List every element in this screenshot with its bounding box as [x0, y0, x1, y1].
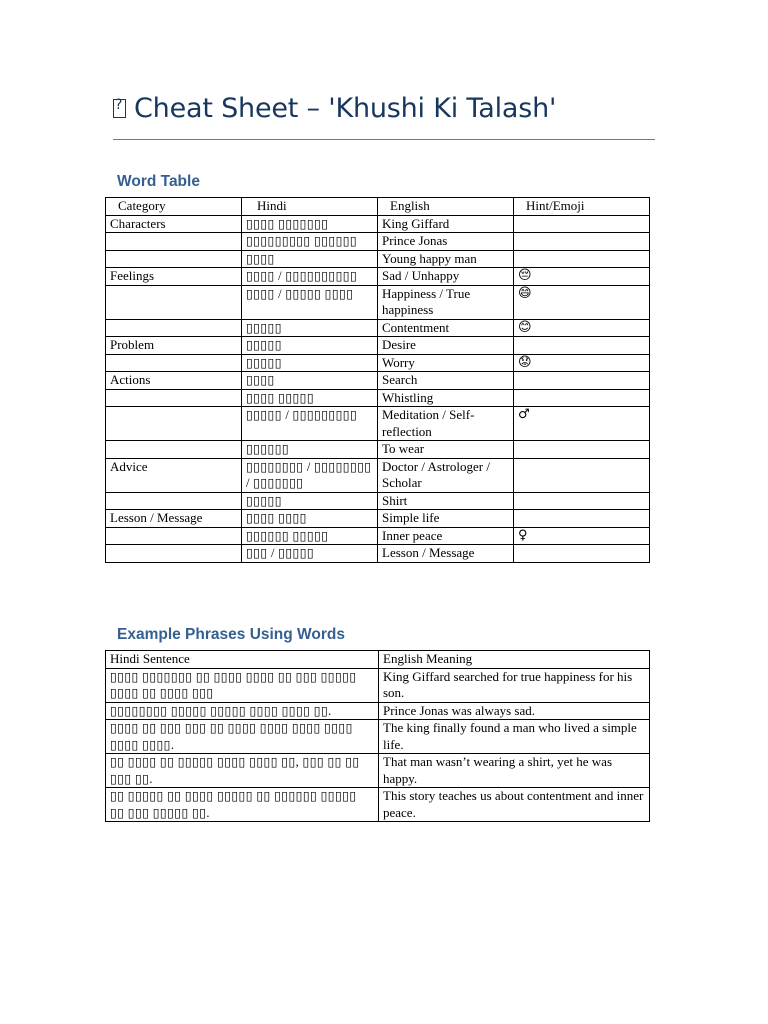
word-table-header-row	[106, 198, 650, 216]
phrases-heading: Example Phrases Using Words	[117, 626, 345, 643]
english-meaning-cell: Prince Jonas was always sad.	[379, 702, 650, 720]
hindi-cell: ▯▯▯ / ▯▯▯▯▯	[242, 545, 378, 563]
word-row	[106, 354, 650, 372]
word-row	[106, 389, 650, 407]
word-table-heading: Word Table	[117, 173, 200, 190]
category-cell: Advice	[106, 458, 242, 492]
english-cell: Prince Jonas	[378, 233, 514, 251]
category-cell	[106, 407, 242, 441]
category-cell	[106, 354, 242, 372]
hint-cell	[514, 492, 650, 510]
hint-cell	[514, 389, 650, 407]
word-row	[106, 233, 650, 251]
title-underline	[113, 139, 655, 140]
phrase-row	[106, 754, 650, 788]
category-cell	[106, 319, 242, 337]
word-row	[106, 337, 650, 355]
page-title	[113, 93, 556, 124]
page-title-text: Cheat Sheet – 'Khushi Ki Talash'	[134, 93, 557, 124]
hindi-sentence-cell: ▯▯▯▯▯▯▯▯ ▯▯▯▯▯ ▯▯▯▯▯ ▯▯▯▯ ▯▯▯▯ ▯▯.	[106, 702, 379, 720]
english-cell: Happiness / True happiness	[378, 285, 514, 319]
word-row	[106, 285, 650, 319]
phrases-table	[105, 650, 650, 822]
word-row	[106, 319, 650, 337]
english-meaning-cell: That man wasn’t wearing a shirt, yet he was happy.	[379, 754, 650, 788]
category-cell	[106, 389, 242, 407]
english-cell: King Giffard	[378, 215, 514, 233]
hint-cell: ♂	[514, 407, 650, 441]
hindi-sentence-cell: ▯▯ ▯▯▯▯ ▯▯ ▯▯▯▯▯ ▯▯▯▯ ▯▯▯▯ ▯▯, ▯▯▯ ▯▯ ▯▯ ▯▯▯ ▯▯.	[106, 754, 379, 788]
hint-cell	[514, 458, 650, 492]
hindi-cell: ▯▯▯▯	[242, 372, 378, 390]
english-meaning-cell: This story teaches us about contentment and inner peace.	[379, 788, 650, 822]
english-cell: Worry	[378, 354, 514, 372]
hindi-cell: ▯▯▯▯▯▯▯▯ / ▯▯▯▯▯▯▯▯ / ▯▯▯▯▯▯▯	[242, 458, 378, 492]
english-cell: Shirt	[378, 492, 514, 510]
hindi-sentence-cell: ▯▯▯▯ ▯▯ ▯▯▯ ▯▯▯ ▯▯ ▯▯▯▯ ▯▯▯▯ ▯▯▯▯ ▯▯▯▯ ▯▯▯▯ ▯▯▯▯.	[106, 720, 379, 754]
hint-cell	[514, 372, 650, 390]
hindi-cell: ▯▯▯▯▯▯▯▯▯ ▯▯▯▯▯▯	[242, 233, 378, 251]
category-cell	[106, 527, 242, 545]
english-cell: Meditation / Self-reflection	[378, 407, 514, 441]
category-cell	[106, 492, 242, 510]
hindi-cell: ▯▯▯▯	[242, 250, 378, 268]
english-cell: Doctor / Astrologer / Scholar	[378, 458, 514, 492]
hint-cell	[514, 545, 650, 563]
word-row	[106, 372, 650, 390]
english-meaning-cell: King Giffard searched for true happiness for his son.	[379, 668, 650, 702]
word-row	[106, 215, 650, 233]
word-row	[106, 545, 650, 563]
english-cell: Search	[378, 372, 514, 390]
english-meaning-cell: The king finally found a man who lived a simple life.	[379, 720, 650, 754]
category-cell	[106, 441, 242, 459]
category-cell	[106, 250, 242, 268]
phrase-row	[106, 720, 650, 754]
hint-cell	[514, 233, 650, 251]
category-cell	[106, 285, 242, 319]
hindi-cell: ▯▯▯▯▯	[242, 319, 378, 337]
word-row	[106, 510, 650, 528]
hindi-cell: ▯▯▯▯▯	[242, 492, 378, 510]
header-hint: Hint/Emoji	[514, 198, 650, 216]
english-cell: Simple life	[378, 510, 514, 528]
english-cell: Lesson / Message	[378, 545, 514, 563]
english-cell: Sad / Unhappy	[378, 268, 514, 286]
hindi-cell: ▯▯▯▯▯▯	[242, 441, 378, 459]
category-cell: Lesson / Message	[106, 510, 242, 528]
hindi-sentence-cell: ▯▯▯▯ ▯▯▯▯▯▯▯ ▯▯ ▯▯▯▯ ▯▯▯▯ ▯▯ ▯▯▯ ▯▯▯▯▯ ▯▯▯▯ ▯▯ ▯▯▯▯ ▯▯▯	[106, 668, 379, 702]
word-row	[106, 492, 650, 510]
hindi-cell: ▯▯▯▯▯	[242, 337, 378, 355]
word-row	[106, 527, 650, 545]
phrase-row	[106, 788, 650, 822]
english-cell: To wear	[378, 441, 514, 459]
hint-cell: 😊	[514, 319, 650, 337]
hint-cell	[514, 250, 650, 268]
word-row	[106, 250, 650, 268]
hindi-cell: ▯▯▯▯▯▯ ▯▯▯▯▯	[242, 527, 378, 545]
word-row	[106, 458, 650, 492]
hindi-sentence-cell: ▯▯ ▯▯▯▯▯ ▯▯ ▯▯▯▯ ▯▯▯▯▯ ▯▯ ▯▯▯▯▯▯ ▯▯▯▯▯ ▯▯ ▯▯▯ ▯▯▯▯▯ ▯▯.	[106, 788, 379, 822]
hindi-cell: ▯▯▯▯▯ / ▯▯▯▯▯▯▯▯▯	[242, 407, 378, 441]
header-english-meaning: English Meaning	[379, 651, 650, 669]
phrase-row	[106, 668, 650, 702]
category-cell	[106, 233, 242, 251]
english-cell: Desire	[378, 337, 514, 355]
hint-cell: 😄	[514, 285, 650, 319]
category-cell: Actions	[106, 372, 242, 390]
hint-cell: ♀	[514, 527, 650, 545]
word-row	[106, 441, 650, 459]
hindi-cell: ▯▯▯▯▯	[242, 354, 378, 372]
english-cell: Inner peace	[378, 527, 514, 545]
header-english: English	[378, 198, 514, 216]
hindi-cell: ▯▯▯▯ ▯▯▯▯	[242, 510, 378, 528]
category-cell	[106, 545, 242, 563]
hindi-cell: ▯▯▯▯ / ▯▯▯▯▯▯▯▯▯▯	[242, 268, 378, 286]
word-table	[105, 197, 650, 563]
header-hindi-sentence: Hindi Sentence	[106, 651, 379, 669]
english-cell: Contentment	[378, 319, 514, 337]
header-hindi: Hindi	[242, 198, 378, 216]
hindi-cell: ▯▯▯▯ / ▯▯▯▯▯ ▯▯▯▯	[242, 285, 378, 319]
english-cell: Young happy man	[378, 250, 514, 268]
hint-cell	[514, 337, 650, 355]
hint-cell: 😟	[514, 354, 650, 372]
phrases-header-row	[106, 651, 650, 669]
hindi-cell: ▯▯▯▯ ▯▯▯▯▯	[242, 389, 378, 407]
category-cell: Characters	[106, 215, 242, 233]
category-cell: Problem	[106, 337, 242, 355]
header-category: Category	[106, 198, 242, 216]
word-row	[106, 407, 650, 441]
hint-cell	[514, 510, 650, 528]
hint-cell	[514, 441, 650, 459]
hint-cell	[514, 215, 650, 233]
phrase-row	[106, 702, 650, 720]
category-cell: Feelings	[106, 268, 242, 286]
missing-glyph-icon	[113, 99, 126, 118]
hindi-cell: ▯▯▯▯ ▯▯▯▯▯▯▯	[242, 215, 378, 233]
hint-cell: 😔	[514, 268, 650, 286]
word-row	[106, 268, 650, 286]
english-cell: Whistling	[378, 389, 514, 407]
